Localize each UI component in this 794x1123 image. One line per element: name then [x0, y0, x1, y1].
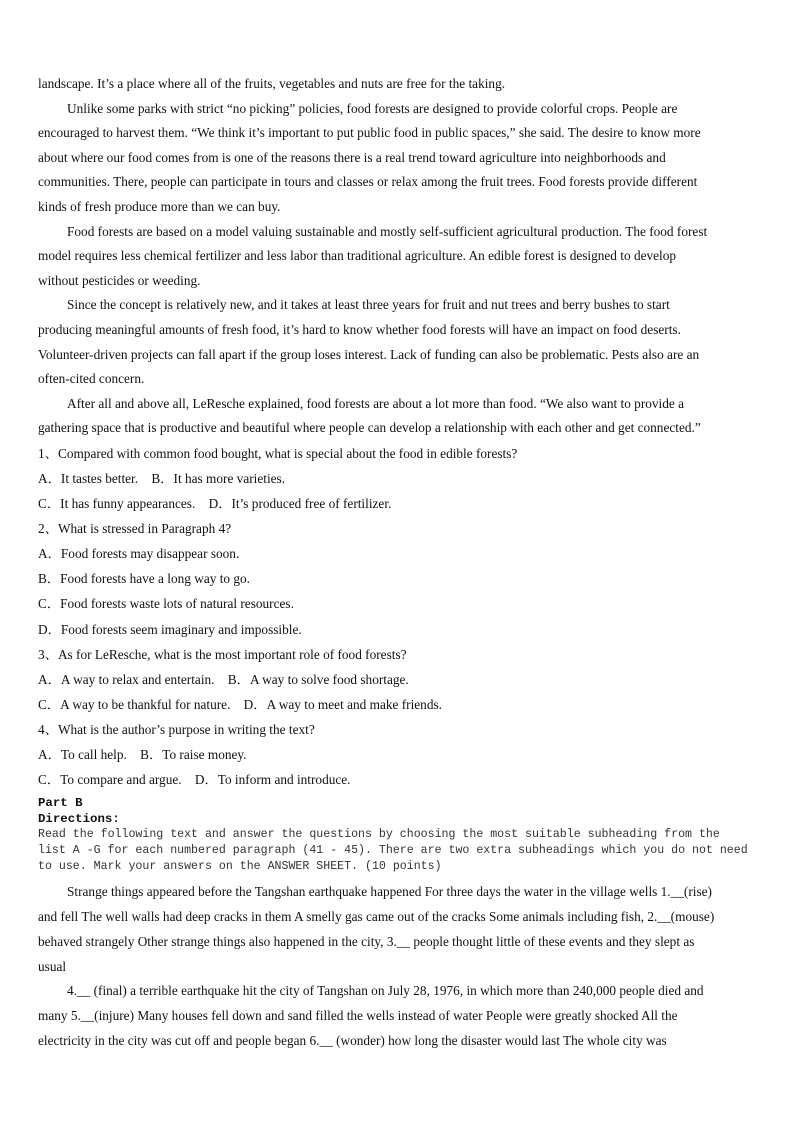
passage-line: producing meaningful amounts of fresh food, it’s hard to know whether food forests will have an impact on food deserts. [38, 321, 681, 337]
passage-line: often-cited concern. [38, 371, 145, 387]
passage-line: about where our food comes from is one of the reasons there is a real trend toward agriculture into neighborhoods and [38, 149, 666, 165]
directions-line: list A -G for each numbered paragraph (41 - 45). There are two extra subheadings which you do not need [38, 844, 748, 858]
document-page [38, 72, 768, 1054]
passage-line: Since the concept is relatively new, and it takes at least three years for fruit and nut trees and berry bushes to start [67, 297, 670, 313]
directions-line: Read the following text and answer the questions by choosing the most suitable subheading from the [38, 828, 720, 842]
answer-option: A．Food forests may disappear soon. [38, 546, 240, 562]
question-stem: 1、Compared with common food bought, what is special about the food in edible forests? [38, 445, 518, 461]
passage-line: Unlike some parks with strict “no picking” policies, food forests are designed to provide colorful crops. People are [67, 100, 678, 116]
answer-options: C．It has funny appearances. D．It’s produced free of fertilizer. [38, 496, 392, 512]
answer-options: A．It tastes better. B．It has more varieties. [38, 471, 286, 486]
question-stem: 4、What is the author’s purpose in writing the text? [38, 721, 315, 737]
cloze-line: many 5.__(injure) Many houses fell down and sand filled the wells instead of water People were greatly shocked All the [38, 1008, 678, 1024]
part-b-title: Part B [38, 796, 83, 811]
passage-line: gathering space that is productive and beautiful where people can develop a relationship with each other and get connected.” [38, 420, 701, 436]
passage-line: model requires less chemical fertilizer and less labor than traditional agriculture. An edible forest is designed to develop [38, 248, 677, 264]
directions-label: Directions: [38, 812, 120, 827]
passage-line: kinds of fresh produce more than we can buy. [38, 198, 281, 214]
cloze-line: usual [38, 958, 67, 974]
passage-line: encouraged to harvest them. “We think it’s important to put public food in public spaces,” she said. The desire to know more [38, 125, 701, 141]
answer-options: A．To call help. B．To raise money. [38, 747, 247, 763]
answer-options: C．A way to be thankful for nature. D．A way to meet and make friends. [38, 696, 442, 712]
answer-options: A．A way to relax and entertain. B．A way to solve food shortage. [38, 671, 409, 687]
passage-line: Food forests are based on a model valuing sustainable and mostly self-sufficient agricultural production. The food forest [67, 223, 708, 239]
question-stem: 3、As for LeResche, what is the most important role of food forests? [38, 646, 407, 662]
cloze-line: and fell The well walls had deep cracks in them A smelly gas came out of the cracks Some animals including fish, 2.__(mouse) [38, 909, 715, 925]
passage-line: landscape. It’s a place where all of the fruits, vegetables and nuts are free for the taking. [38, 76, 506, 91]
cloze-line: 4.__ (final) a terrible earthquake hit the city of Tangshan on July 28, 1976, in which more than 240,000 people died and [67, 983, 704, 999]
passage-line: After all and above all, LeResche explained, food forests are about a lot more than food. “We also want to provide a [67, 395, 685, 411]
part-b [38, 795, 768, 1054]
cloze-line: behaved strangely Other strange things also happened in the city, 3.__ people thought little of these events and they slept as [38, 933, 695, 949]
answer-option: B．Food forests have a long way to go. [38, 571, 250, 587]
answer-option: D．Food forests seem imaginary and impossible. [38, 621, 302, 637]
cloze-line: Strange things appeared before the Tangshan earthquake happened For three days the water in the village wells 1.__(rise) [67, 884, 712, 900]
question-stem: 2、What is stressed in Paragraph 4? [38, 521, 232, 537]
answer-options: C．To compare and argue. D．To inform and introduce. [38, 772, 351, 788]
answer-option: C．Food forests waste lots of natural resources. [38, 596, 294, 612]
questions [38, 441, 768, 792]
cloze-line: electricity in the city was cut off and people began 6.__ (wonder) how long the disaster would last The whole city was [38, 1033, 667, 1048]
passage [38, 72, 768, 441]
passage-line: without pesticides or weeding. [38, 272, 201, 288]
directions-line: to use. Mark your answers on the ANSWER SHEET. (10 points) [38, 860, 442, 874]
passage-line: communities. There, people can participate in tours and classes or relax among the fruit trees. Food forests provide different [38, 174, 698, 190]
passage-line: Volunteer-driven projects can fall apart if the group loses interest. Lack of funding can also be problematic. Pests also are an [38, 346, 700, 362]
